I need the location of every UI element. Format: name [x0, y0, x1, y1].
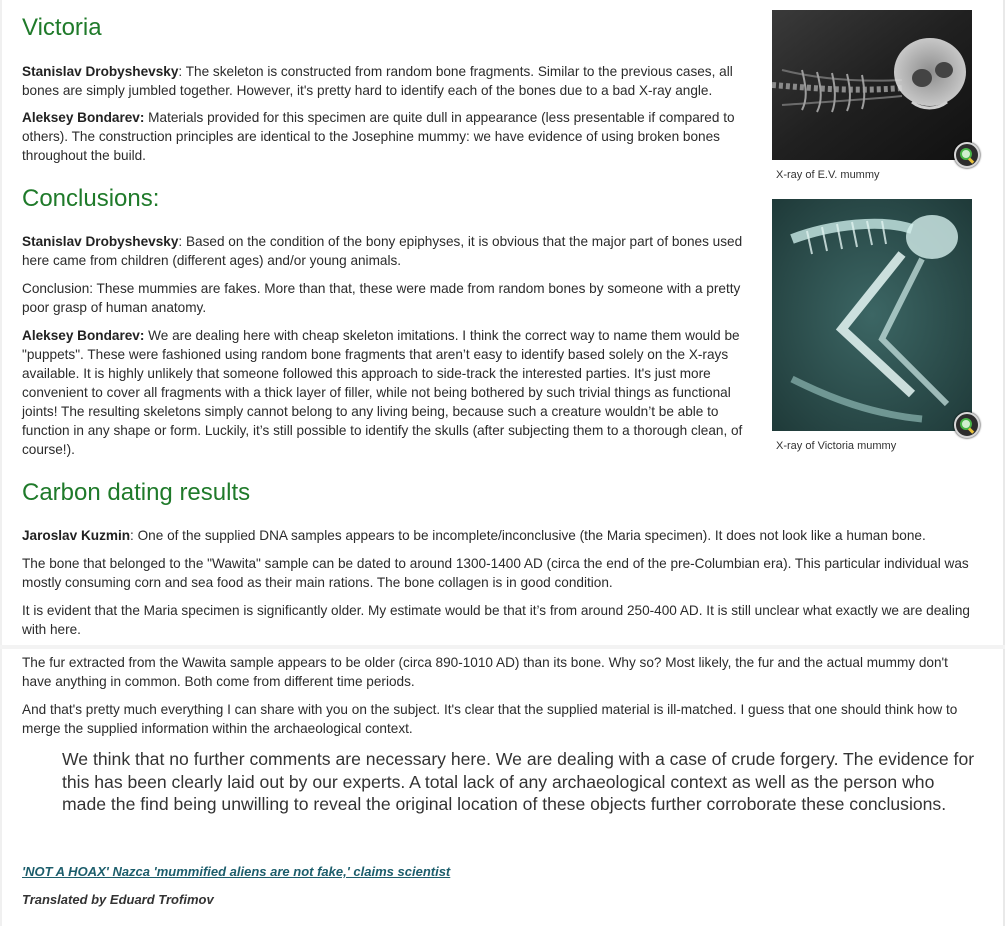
translator-credit: Translated by Eduard Trofimov: [22, 892, 214, 907]
paragraph-text: : The skeleton is constructed from random bone fragments. Similar to the previous cases, all bones are simply jumbled together. However, it's pretty hard to identify each of the bones due to a bad X-ray angle.: [22, 64, 733, 98]
victoria-paragraph-1: [22, 62, 763, 100]
editorial-quote: We think that no further comments are necessary here. We are dealing with a case of crude forgery. The evidence for this has been clearly laid out by our experts. A total lack of any archaeological context as well as the person who made the find being unwilling to reveal the original location of these objects further corroborate these conclusions.: [62, 749, 975, 814]
figure-ev-mummy: [772, 10, 972, 182]
zoom-handle: [968, 427, 974, 433]
carbon-paragraph-3: It is evident that the Maria specimen is significantly older. My estimate would be that it’s from around 250-400 AD. It is still unclear what exactly we are dealing with here.: [22, 603, 970, 637]
left-border: [0, 0, 2, 926]
section-divider: [0, 645, 1005, 649]
carbon-paragraph-5: And that's pretty much everything I can share with you on the subject. It's clear that the supplied material is ill-matched. I guess that one should think how to merge the supplied information within the archaeological context.: [22, 702, 958, 736]
zoom-icon[interactable]: [954, 142, 980, 168]
figure-caption-ev: X-ray of E.V. mummy: [776, 169, 880, 181]
speaker-name: Stanislav Drobyshevsky: [22, 234, 179, 249]
zoom-handle: [968, 157, 974, 163]
speaker-name: Stanislav Drobyshevsky: [22, 64, 179, 79]
xray-image-victoria[interactable]: [772, 199, 972, 431]
speaker-name: Aleksey Bondarev:: [22, 328, 145, 343]
xray-image-ev[interactable]: [772, 10, 972, 160]
conclusions-paragraph-3: [22, 326, 763, 459]
carbon-paragraph-4: The fur extracted from the Wawita sample appears to be older (circa 890-1010 AD) than its bone. Why so? Most likely, the fur and the actual mummy don't have anything in common. Both come from different time periods.: [22, 655, 948, 689]
paragraph-text: We are dealing here with cheap skeleton imitations. I think the correct way to name them would be "puppets". These were fashioned using random bone fragments that aren’t easy to identify based solely on the X-rays available. It is highly unlikely that someone followed this approach to side-track the interested parties. It's just more convenient to cover all fragments with a thick layer of filler, while not being bothered by such trivial things as functional joints! The resulting skeletons simply cannot belong to any living being, because such a creature wouldn’t be able to function in any shape or form. Luckily, it’s still possible to identify the skulls (after subjecting them to a thorough clean, of course!).: [22, 328, 743, 457]
paragraph-text: : Based on the condition of the bony epiphyses, it is obvious that the major part of bones used here came from children (different ages) and/or young animals.: [22, 234, 743, 268]
related-article-link[interactable]: 'NOT A HOAX' Nazca 'mummified aliens are not fake,' claims scientist: [22, 864, 451, 879]
carbon-paragraph-2: The bone that belonged to the "Wawita" sample can be dated to around 1300-1400 AD (circa the end of the pre-Columbian era). This particular individual was mostly consuming corn and sea food as their main rations. The bone collagen is in good condition.: [22, 556, 969, 590]
section-title-carbon-dating: Carbon dating results: [22, 479, 251, 506]
figure-caption-victoria: X-ray of Victoria mummy: [776, 440, 897, 452]
speaker-name: Aleksey Bondarev:: [22, 110, 145, 125]
victoria-paragraph-2: [22, 108, 763, 165]
section-title-victoria: Victoria: [22, 14, 102, 41]
xray-victoria-graphic: [772, 199, 972, 431]
zoom-icon[interactable]: [954, 412, 980, 438]
conclusions-paragraph-1: [22, 232, 763, 270]
paragraph-text: : One of the supplied DNA samples appears to be incomplete/inconclusive (the Maria specimen). It does not look like a human bone.: [130, 528, 926, 543]
section-title-conclusions: Conclusions:: [22, 185, 160, 212]
xray-ev-graphic: [772, 10, 972, 160]
speaker-name: Jaroslav Kuzmin: [22, 528, 131, 543]
carbon-paragraph-1: [22, 526, 978, 545]
figure-victoria-mummy: [772, 199, 972, 453]
conclusions-paragraph-2: Conclusion: These mummies are fakes. More than that, these were made from random bones by someone with a pretty poor grasp of human anatomy.: [22, 281, 741, 315]
paragraph-text: Materials provided for this specimen are quite dull in appearance (less presentable if compared to others). The construction principles are identical to the Josephine mummy: we have evidence of using broken bones throughout the build.: [22, 110, 735, 163]
